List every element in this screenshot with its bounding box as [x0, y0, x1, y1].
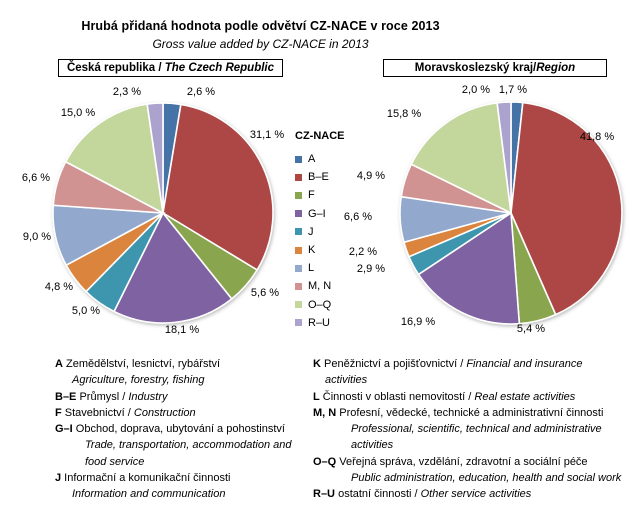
pct-label-cz-O–Q: 15,0 %: [60, 107, 96, 119]
sector-line: Professional, scientific, technical and administrative: [351, 423, 602, 436]
cz-nace-legend-items: [295, 150, 345, 332]
pct-label-cz-F: 5,6 %: [250, 287, 280, 299]
legend-item-label: M, N: [308, 280, 332, 293]
legend-item-label: R–U: [308, 316, 331, 329]
legend-item-be: [295, 168, 345, 186]
sector-line: L Činnosti v oblasti nemovitostí / Real estate activities: [313, 390, 576, 403]
sector-line: activities: [351, 439, 394, 452]
sector-line: G–I Obchod, doprava, ubytování a pohostinství: [55, 423, 285, 436]
legend-swatch: [295, 192, 302, 199]
legend-title: CZ-NACE: [295, 130, 345, 142]
sector-line: F Stavebnictví / Construction: [55, 406, 196, 419]
legend-item-label: K: [308, 244, 316, 257]
legend-item-label: J: [308, 225, 314, 238]
legend-item-oq: [295, 296, 345, 314]
legend-item-label: G–I: [308, 207, 326, 220]
sector-line: Agriculture, forestry, fishing: [72, 374, 205, 387]
region-header-czech-republic: [58, 59, 283, 77]
legend-item-gi: [295, 205, 345, 223]
sector-line: Trade, transportation, accommodation and: [85, 439, 292, 452]
legend-item-f: [295, 186, 345, 204]
region-header-czech-label-en: The Czech Republic: [164, 62, 275, 74]
pct-label-cz-A: 2,6 %: [186, 86, 216, 98]
pct-label-cz-J: 5,0 %: [71, 305, 101, 317]
legend-item-label: L: [308, 262, 315, 275]
pct-label-cz-G–I: 18,1 %: [164, 324, 200, 336]
sector-line: M, N Profesní, vědecké, technické a administrativní činnosti: [313, 406, 604, 419]
legend-swatch: [295, 156, 302, 163]
pct-label-cz-L: 9,0 %: [22, 231, 52, 243]
pct-label-msk-G–I: 16,9 %: [400, 316, 436, 328]
legend-item-l: [295, 259, 345, 277]
legend-swatch: [295, 265, 302, 272]
legend-item-j: [295, 223, 345, 241]
region-header-moravskoslezsky: [383, 59, 607, 77]
sector-line: food service: [85, 455, 145, 468]
pie-chart-cz: [53, 103, 273, 323]
legend-swatch: [295, 228, 302, 235]
pct-label-msk-O–Q: 15,8 %: [386, 108, 422, 120]
pct-label-msk-R–U: 2,0 %: [461, 84, 491, 96]
legend-item-ru: [295, 314, 345, 332]
page-subtitle: Gross value added by CZ-NACE in 2013: [152, 37, 369, 51]
pct-label-cz-B–E: 31,1 %: [249, 129, 285, 141]
sector-line: Information and communication: [72, 488, 226, 501]
legend-swatch: [295, 210, 302, 217]
legend-item-k: [295, 241, 345, 259]
sector-descriptions-right: [313, 356, 621, 503]
pct-label-msk-A: 1,7 %: [498, 84, 528, 96]
pct-label-cz-R–U: 2,3 %: [112, 86, 142, 98]
legend-item-label: F: [308, 189, 315, 202]
sector-line: K Peněžnictví a pojišťovnictví / Financial and insurance: [313, 358, 583, 370]
legend-item-a: [295, 150, 345, 168]
sector-line: R–U ostatní činnosti / Other service activities: [313, 488, 532, 501]
pct-label-msk-F: 5,4 %: [516, 323, 546, 335]
legend-item-label: A: [308, 153, 316, 166]
legend-item-mn: [295, 277, 345, 295]
sector-line: A Zemědělství, lesnictví, rybářství: [55, 358, 221, 370]
region-header-msk-label-en: Region: [536, 62, 576, 74]
page-title: Hrubá přidaná hodnota podle odvětví CZ-NACE v roce 2013: [81, 19, 440, 33]
cz-nace-legend: [295, 130, 345, 332]
legend-swatch: [295, 283, 302, 290]
sector-descriptions-left: [55, 356, 291, 503]
legend-item-label: O–Q: [308, 298, 332, 311]
legend-item-label: B–E: [308, 171, 329, 184]
pct-label-msk-L: 6,6 %: [343, 211, 373, 223]
sector-line: activities: [325, 374, 368, 387]
pct-label-cz-K: 4,8 %: [44, 281, 74, 293]
legend-swatch: [295, 319, 302, 326]
pct-label-msk-J: 2,9 %: [356, 263, 386, 275]
legend-swatch: [295, 174, 302, 181]
sector-line: Public administration, education, health and social work: [351, 472, 622, 485]
pct-label-msk-B–E: 41,8 %: [579, 131, 615, 143]
legend-swatch: [295, 301, 302, 308]
region-header-czech-label: Česká republika /: [66, 62, 165, 74]
pct-label-msk-K: 2,2 %: [348, 246, 378, 258]
pct-label-msk-M, N: 4,9 %: [356, 170, 386, 182]
sector-line: J Informační a komunikační činnosti: [55, 472, 231, 485]
sector-line: O–Q Veřejná správa, vzdělání, zdravotní a sociální péče: [313, 455, 588, 468]
region-header-msk-label: Moravskoslezský kraj/: [414, 62, 537, 74]
legend-swatch: [295, 247, 302, 254]
sector-line: B–E Průmysl / Industry: [55, 390, 168, 403]
pct-label-cz-M, N: 6,6 %: [21, 172, 51, 184]
